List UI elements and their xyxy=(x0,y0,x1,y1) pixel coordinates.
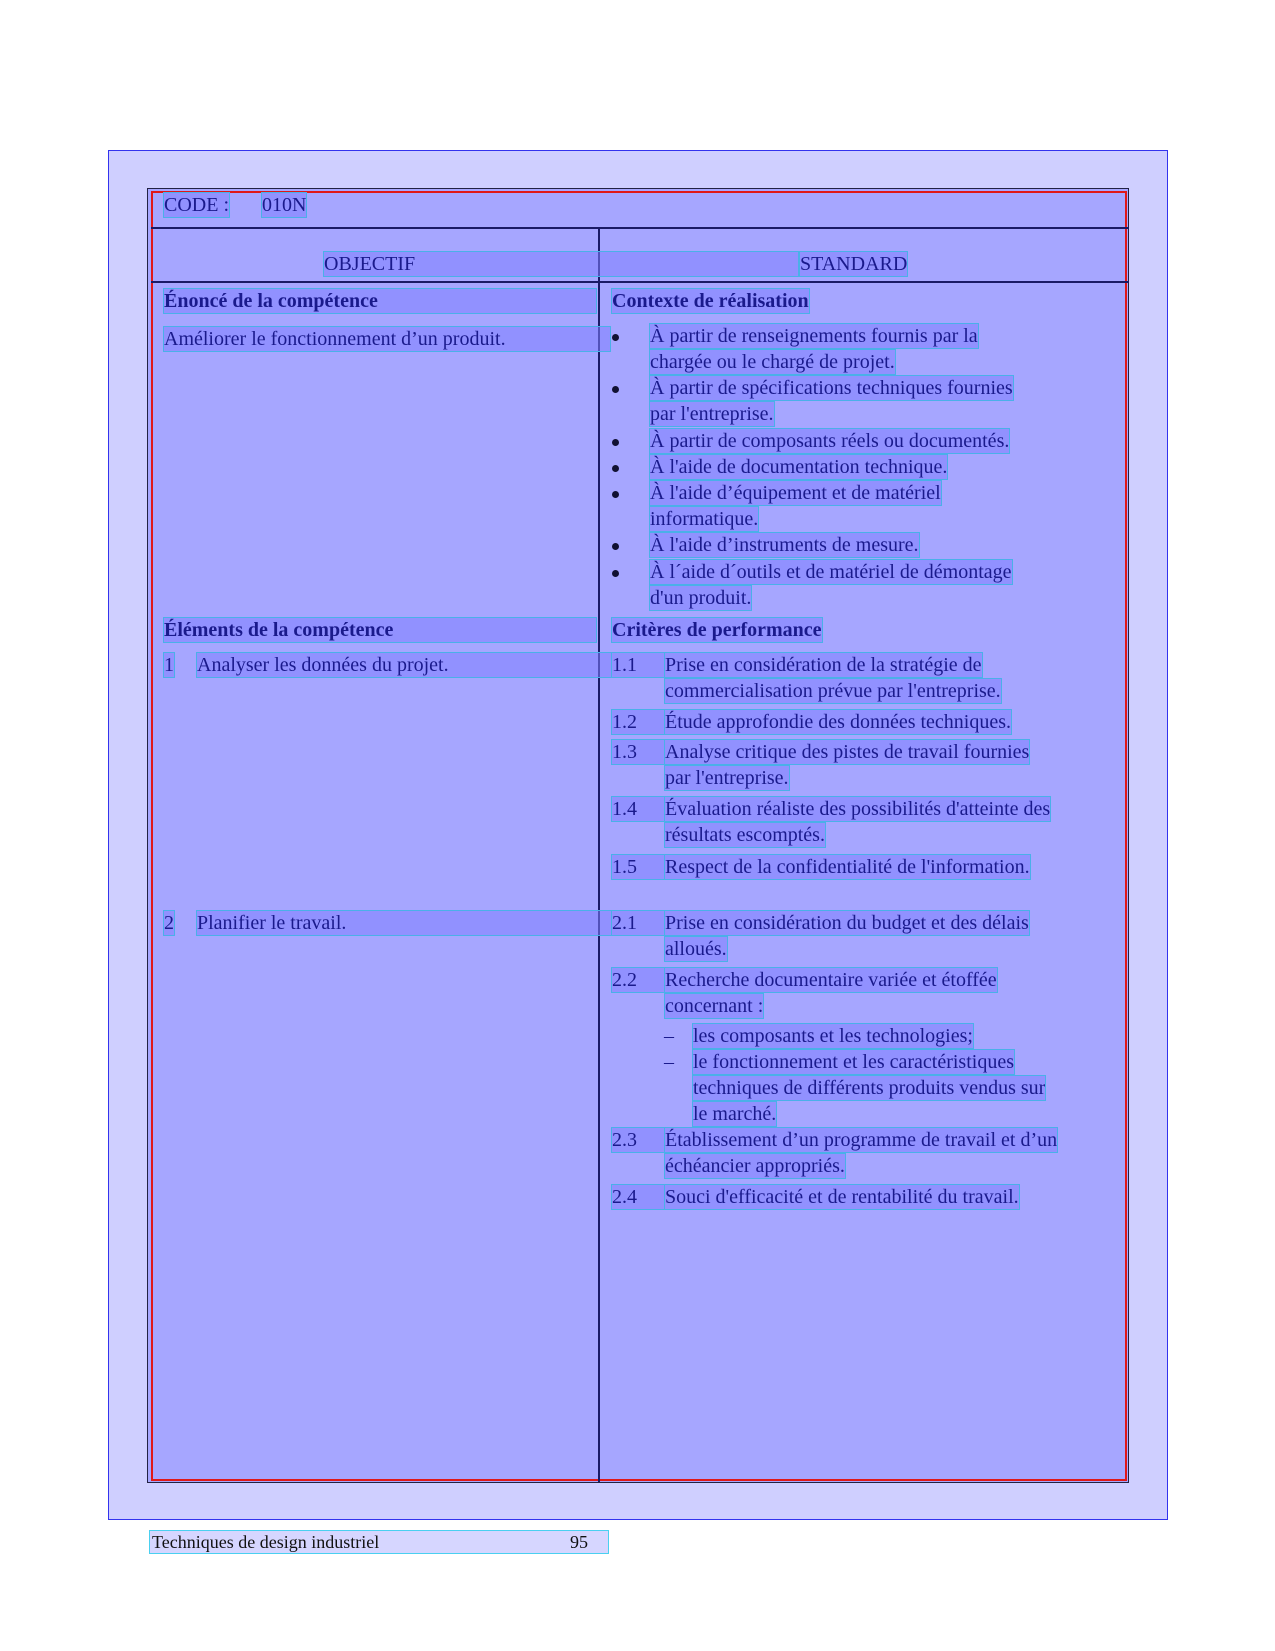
critere-line: alloués. xyxy=(665,938,727,960)
code-value: 010N xyxy=(262,194,307,216)
contexte-line: À l'aide d’équipement et de matériel xyxy=(650,482,941,504)
element-text: Planifier le travail. xyxy=(197,911,611,935)
header-divider xyxy=(151,227,1129,229)
dash-icon: – xyxy=(664,1051,674,1073)
critere-line: Établissement d’un programme de travail et d’un xyxy=(665,1129,1058,1151)
contexte-line: chargée ou le chargé de projet. xyxy=(650,351,895,373)
sub-line: les composants et les technologies; xyxy=(693,1025,973,1047)
contexte-line: À l'aide d’instruments de mesure. xyxy=(650,534,919,556)
critere-number: 2.1 xyxy=(612,911,664,935)
criteres-heading: Critères de performance xyxy=(612,619,822,641)
critere-number: 1.2 xyxy=(612,710,664,734)
critere-line: Étude approfondie des données techniques. xyxy=(665,711,1012,733)
enonce-heading: Énoncé de la compétence xyxy=(164,289,596,313)
columns-divider xyxy=(151,281,1129,283)
critere-line: Souci d'efficacité et de rentabilité du travail. xyxy=(665,1186,1019,1208)
critere-line: Analyse critique des pistes de travail fournies xyxy=(665,741,1030,763)
standard-header: STANDARD xyxy=(800,253,908,275)
critere-line: par l'entreprise. xyxy=(665,767,789,789)
page-footer xyxy=(150,1531,608,1553)
bullet-icon xyxy=(612,570,619,577)
bullet-icon xyxy=(612,491,619,498)
bullet-icon xyxy=(612,334,619,341)
critere-number: 2.4 xyxy=(612,1185,664,1209)
column-separator xyxy=(598,227,600,1482)
element-text: Analyser les données du projet. xyxy=(197,653,611,677)
contexte-line: par l'entreprise. xyxy=(650,403,774,425)
critere-line: échéancier appropriés. xyxy=(665,1155,845,1177)
contexte-line: d'un produit. xyxy=(650,587,752,609)
contexte-line: À l´aide d´outils et de matériel de démontage xyxy=(650,561,1012,583)
critere-line: Prise en considération du budget et des délais xyxy=(665,912,1029,934)
critere-number: 1.1 xyxy=(612,653,664,677)
critere-number: 2.2 xyxy=(612,968,664,992)
sub-line: le fonctionnement et les caractéristiques xyxy=(693,1051,1014,1073)
elements-heading: Éléments de la compétence xyxy=(164,618,596,642)
element-number: 2 xyxy=(164,912,174,934)
bullet-icon xyxy=(612,439,619,446)
contexte-line: À partir de composants réels ou documentés. xyxy=(650,430,1010,452)
critere-line: Respect de la confidentialité de l'information. xyxy=(665,856,1030,878)
sub-line: le marché. xyxy=(693,1103,777,1125)
contexte-line: À partir de spécifications techniques fournies xyxy=(650,377,1013,399)
bullet-icon xyxy=(612,386,619,393)
contexte-line: À partir de renseignements fournis par la xyxy=(650,325,978,347)
critere-number: 1.3 xyxy=(612,740,664,764)
contexte-line: À l'aide de documentation technique. xyxy=(650,456,948,478)
critere-line: concernant : xyxy=(665,995,764,1017)
dash-icon: – xyxy=(664,1025,674,1047)
critere-line: Prise en considération de la stratégie de xyxy=(665,654,982,676)
contexte-line: informatique. xyxy=(650,508,759,530)
element-number: 1 xyxy=(164,654,174,676)
footer-program-name: Techniques de design industriel xyxy=(152,1532,380,1552)
critere-line: Recherche documentaire variée et étoffée xyxy=(665,969,997,991)
critere-number: 1.4 xyxy=(612,797,664,821)
sub-line: techniques de différents produits vendus sur xyxy=(693,1077,1046,1099)
critere-line: résultats escomptés. xyxy=(665,824,825,846)
critere-line: commercialisation prévue par l'entreprise. xyxy=(665,680,1001,702)
bullet-icon xyxy=(612,465,619,472)
contexte-heading: Contexte de réalisation xyxy=(612,290,809,312)
critere-number: 2.3 xyxy=(612,1128,664,1152)
code-label: CODE : xyxy=(164,194,229,216)
critere-line: Évaluation réaliste des possibilités d'atteinte des xyxy=(665,798,1051,820)
objectif-header: OBJECTIF xyxy=(324,252,798,276)
critere-number: 1.5 xyxy=(612,855,664,879)
enonce-text: Améliorer le fonctionnement d’un produit. xyxy=(164,327,610,351)
bullet-icon xyxy=(612,543,619,550)
page-number: 95 xyxy=(570,1532,588,1552)
